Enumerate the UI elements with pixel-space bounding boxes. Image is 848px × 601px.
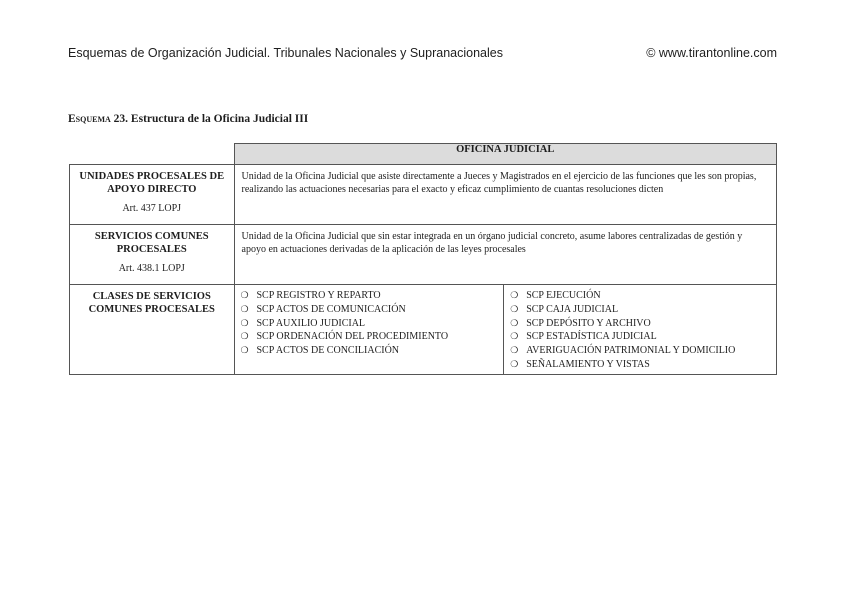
circle-bullet-icon: ❍ — [240, 345, 249, 356]
empty-corner-cell — [70, 144, 235, 165]
caption-prefix: Esquema — [68, 113, 111, 125]
table-header: OFICINA JUDICIAL — [234, 144, 777, 165]
row-description: Unidad de la Oficina Judicial que asiste directamente a Jueces y Magistrados en el ejercicio de las funciones que les son propias, realizando las actuaciones necesarias para el exacto y eficaz cumplimiento de cuantas resoluciones dicten — [234, 165, 777, 225]
services-list-right — [504, 285, 777, 375]
table-row — [70, 225, 777, 285]
list-item: ❍ SCP CAJA JUDICIAL — [510, 303, 619, 315]
circle-bullet-icon: ❍ — [510, 345, 519, 356]
list-item: ❍ SEÑALAMIENTO Y VISTAS — [510, 358, 650, 370]
circle-bullet-icon: ❍ — [510, 358, 519, 369]
row-article: Art. 438.1 LOPJ — [118, 263, 185, 274]
circle-bullet-icon: ❍ — [510, 331, 519, 342]
circle-bullet-icon: ❍ — [510, 290, 519, 300]
scheme-caption — [68, 113, 308, 125]
circle-bullet-icon: ❍ — [240, 303, 249, 314]
row-label — [70, 165, 235, 225]
list-item: ❍ AVERIGUACIÓN PATRIMONIAL Y DOMICILIO — [510, 345, 736, 357]
list-item: ❍ SCP AUXILIO JUDICIAL — [240, 317, 366, 329]
circle-bullet-icon: ❍ — [240, 317, 249, 328]
table-row — [70, 165, 777, 225]
running-header-website: © www.tirantonline.com — [646, 46, 777, 60]
scheme-table — [69, 143, 777, 375]
table-header-row — [70, 144, 777, 165]
row-label: CLASES DE SERVICIOS COMUNES PROCESALES — [70, 285, 235, 375]
list-item: ❍ SCP ORDENACIÓN DEL PROCEDIMIENTO — [240, 331, 449, 343]
list-item: ❍ SCP REGISTRO Y REPARTO — [240, 290, 381, 301]
row-label — [70, 225, 235, 285]
row-label-text: UNIDADES PROCESALES DE APOYO DIRECTO — [79, 171, 225, 195]
circle-bullet-icon: ❍ — [510, 303, 519, 314]
row-label-text: SERVICIOS COMUNES PROCESALES — [94, 231, 209, 255]
row-article: Art. 437 LOPJ — [122, 203, 182, 214]
services-list-left — [234, 285, 504, 375]
caption-text: 23. Estructura de la Oficina Judicial III — [110, 113, 309, 125]
list-item: ❍ SCP ACTOS DE CONCILIACIÓN — [240, 345, 400, 357]
list-item: ❍ SCP ESTADÍSTICA JUDICIAL — [510, 331, 657, 343]
row-description: Unidad de la Oficina Judicial que sin estar integrada en un órgano judicial concreto, asume labores centralizadas de gestión y apoyo en actuaciones derivadas de la aplicación de las leyes procesales — [234, 225, 777, 285]
circle-bullet-icon: ❍ — [510, 317, 519, 328]
list-item: ❍ SCP EJECUCIÓN — [510, 290, 601, 301]
circle-bullet-icon: ❍ — [240, 331, 249, 342]
list-item: ❍ SCP DEPÓSITO Y ARCHIVO — [510, 317, 651, 329]
circle-bullet-icon: ❍ — [240, 290, 249, 300]
table-row — [70, 285, 777, 375]
running-header-title: Esquemas de Organización Judicial. Tribunales Nacionales y Supranacionales — [68, 46, 503, 60]
list-item: ❍ SCP ACTOS DE COMUNICACIÓN — [240, 303, 406, 315]
